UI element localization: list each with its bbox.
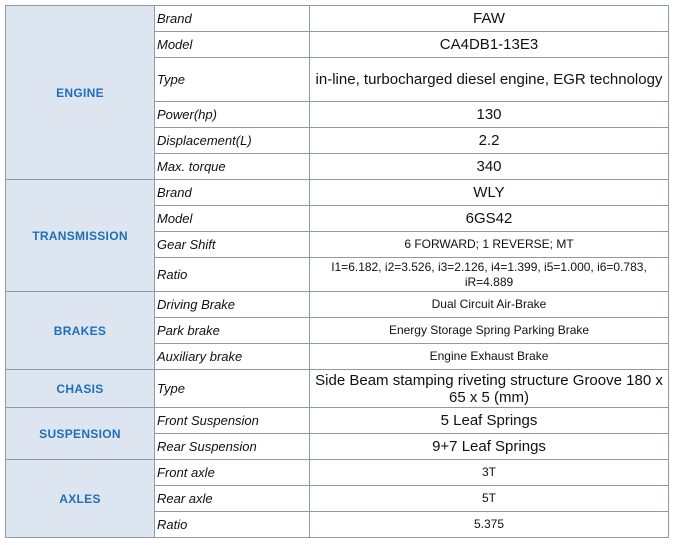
spec-value: 130 xyxy=(310,102,669,128)
spec-label: Front axle xyxy=(155,460,310,486)
spec-value: 340 xyxy=(310,154,669,180)
spec-label: Ratio xyxy=(155,512,310,538)
spec-label: Driving Brake xyxy=(155,292,310,318)
table-row xyxy=(6,370,669,408)
spec-label: Model xyxy=(155,32,310,58)
table-row xyxy=(6,6,669,32)
table-row xyxy=(6,292,669,318)
category-chasis: CHASIS xyxy=(6,370,155,408)
spec-value: FAW xyxy=(310,6,669,32)
spec-value: in-line, turbocharged diesel engine, EGR technology xyxy=(310,58,669,102)
spec-value: 3T xyxy=(310,460,669,486)
spec-label: Park brake xyxy=(155,318,310,344)
spec-value: 6GS42 xyxy=(310,206,669,232)
spec-value: I1=6.182, i2=3.526, i3=2.126, i4=1.399, i5=1.000, i6=0.783, iR=4.889 xyxy=(310,258,669,292)
spec-value: Dual Circuit Air-Brake xyxy=(310,292,669,318)
category-brakes: BRAKES xyxy=(6,292,155,370)
table-row xyxy=(6,180,669,206)
spec-label: Type xyxy=(155,58,310,102)
category-engine: ENGINE xyxy=(6,6,155,180)
category-transmission: TRANSMISSION xyxy=(6,180,155,292)
spec-label: Model xyxy=(155,206,310,232)
spec-label: Front Suspension xyxy=(155,408,310,434)
spec-value: Energy Storage Spring Parking Brake xyxy=(310,318,669,344)
spec-label: Ratio xyxy=(155,258,310,292)
specifications-table xyxy=(5,5,669,538)
spec-value: 5 Leaf Springs xyxy=(310,408,669,434)
spec-label: Auxiliary brake xyxy=(155,344,310,370)
spec-value: Side Beam stamping riveting structure Groove 180 x 65 x 5 (mm) xyxy=(310,370,669,408)
spec-value: WLY xyxy=(310,180,669,206)
spec-label: Power(hp) xyxy=(155,102,310,128)
spec-value: CA4DB1-13E3 xyxy=(310,32,669,58)
spec-value: 5.375 xyxy=(310,512,669,538)
spec-label: Rear axle xyxy=(155,486,310,512)
table-row xyxy=(6,460,669,486)
spec-label: Max. torque xyxy=(155,154,310,180)
spec-label: Gear Shift xyxy=(155,232,310,258)
category-axles: AXLES xyxy=(6,460,155,538)
spec-label: Rear Suspension xyxy=(155,434,310,460)
spec-label: Brand xyxy=(155,6,310,32)
spec-value: 6 FORWARD; 1 REVERSE; MT xyxy=(310,232,669,258)
category-suspension: SUSPENSION xyxy=(6,408,155,460)
spec-value: 5T xyxy=(310,486,669,512)
spec-label: Brand xyxy=(155,180,310,206)
spec-value: 9+7 Leaf Springs xyxy=(310,434,669,460)
spec-label: Type xyxy=(155,370,310,408)
spec-value: Engine Exhaust Brake xyxy=(310,344,669,370)
table-row xyxy=(6,408,669,434)
spec-value: 2.2 xyxy=(310,128,669,154)
spec-label: Displacement(L) xyxy=(155,128,310,154)
